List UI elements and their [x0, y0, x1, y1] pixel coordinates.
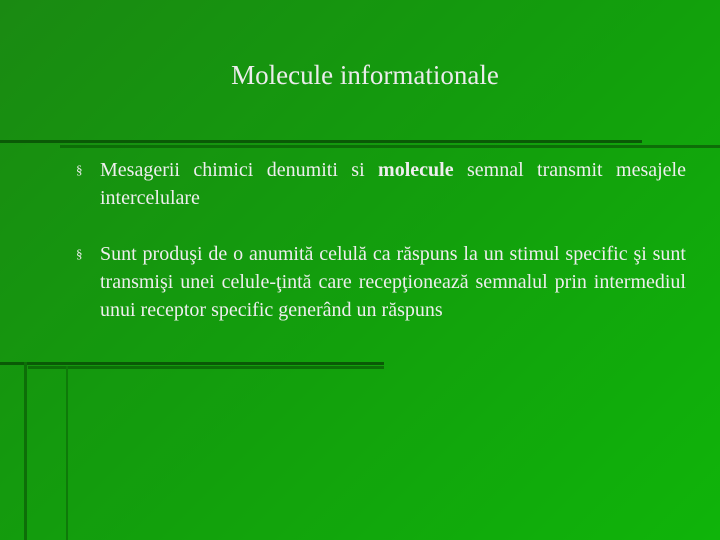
- bullet-icon: §: [76, 162, 83, 177]
- decorative-line: [28, 366, 384, 369]
- bullet-text-part: semnal transmit mesajele intercelulare: [100, 159, 686, 209]
- bullet-icon: §: [76, 246, 83, 261]
- bullet-item: [76, 240, 686, 324]
- bullet-text: [100, 156, 686, 212]
- decorative-line: [0, 362, 384, 365]
- decorative-line: [60, 145, 720, 148]
- decorative-line: [24, 362, 27, 540]
- bullet-text-bold: molecule: [378, 159, 454, 181]
- slide-title: Molecule informationale: [231, 60, 499, 90]
- decorative-line: [66, 366, 68, 540]
- bullet-list: [76, 156, 686, 352]
- bullet-text: Sunt produşi de o anumită celulă ca răspuns la un stimul specific şi sunt transmişi unei celule-ţintă care recepţionează semnalul prin intermediul unui receptor specific generând un răspuns: [100, 243, 686, 321]
- decorative-line: [0, 140, 642, 143]
- bullet-text-part: Mesagerii chimici denumiti si: [100, 159, 379, 181]
- bullet-item: [76, 156, 686, 212]
